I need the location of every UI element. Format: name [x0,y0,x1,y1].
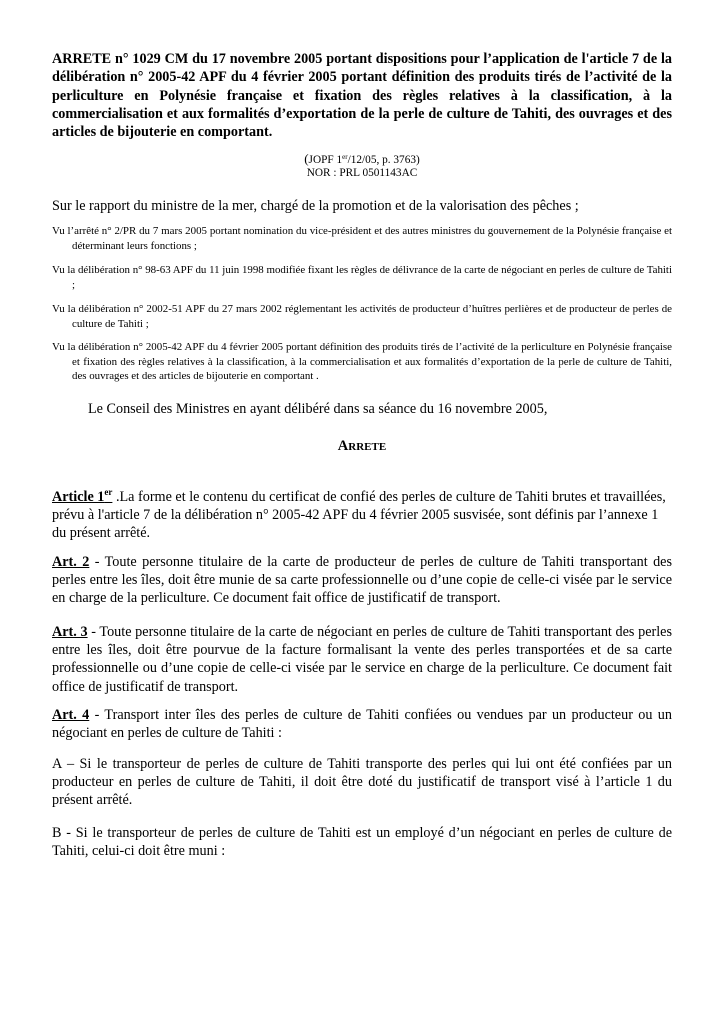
arrete-heading [0,437,724,456]
visa-item: Vu la délibération n° 2002-51 APF du 27 mars 2002 réglementant les activités de producteur d’huîtres perlières et de producteur de perles de culture de Tahiti ; [52,303,672,330]
paragraph-a: A – Si le transporteur de perles de culture de Tahiti transporte des perles qui lui ont été confiées par un producteur en perles de culture de Tahiti, il doit être doté du justificatif de transport visé à l’article 1 du présent arrêté. [52,756,672,809]
article-3 [52,623,672,696]
paragraph-b: B - Si le transporteur de perles de culture de Tahiti est un employé d’un négociant en perles de culture de Tahiti, celui-ci doit être muni : [52,825,672,860]
article-1-text: .La forme et le contenu du certificat de confié des perles de culture de Tahiti brutes et travaillées, prévu à l'article 7 de la délibération n° 2005-42 APF du 4 février 2005 susvisée, sont définis par l’annexe 1 du présent arrêté. [52,489,666,542]
article-3-label: Art. 3 [52,624,88,640]
article-1 [52,488,672,543]
article-3-text: - Toute personne titulaire de la carte de négociant en perles de culture de Tahiti transportant des perles entre les îles, doit être pourvue de la facture formalisant la vente des perles transportées et de sa carte professionnelle ou d’une copie de celle-ci visée par le service en charge de la perliculture. Ce document fait office de justificatif de transport. [52,624,672,695]
jopf-reference [0,152,724,167]
article-4-label: Art. 4 [52,707,90,723]
jopf-open-paren: ( [304,151,309,166]
article-2-label: Art. 2 [52,554,90,570]
conseil-line: Le Conseil des Ministres en ayant délibéré dans sa séance du 16 novembre 2005, [88,401,548,417]
jopf-suffix: /12/05, p. 3763) [347,154,420,166]
visa-item: Vu la délibération n° 98-63 APF du 11 juin 1998 modifiée fixant les règles de délivrance de la carte de négociant en perles de culture de Tahiti ; [52,264,672,291]
article-4 [52,706,672,742]
nor-reference: NOR : PRL 0501143AC [306,167,418,179]
jopf-superscript: er [342,153,348,161]
visa-item: Vu la délibération n° 2005-42 APF du 4 février 2005 portant définition des produits tirés de l’activité de la perliculture en Polynésie française et fixation des règles relatives à la classification, à la commercialisation et aux formalités d’exportation de la perle de culture de Tahiti, des ouvrages et des articles de bijouterie en comportant . [52,341,672,382]
article-4-text: - Transport inter îles des perles de culture de Tahiti confiées ou vendues par un producteur ou un négociant en perles de culture de Tahiti : [52,707,672,742]
article-1-label: Article 1er [52,487,113,505]
heading-rest: RRETE [348,441,387,453]
rapport-line: Sur le rapport du ministre de la mer, chargé de la promotion et de la valorisation des pêches ; [52,198,579,214]
article-2 [52,553,672,608]
visa-item: Vu l’arrêté n° 2/PR du 7 mars 2005 portant nomination du vice-président et des autres ministres du gouvernement de la Polynésie française et déterminant leurs fonctions ; [52,225,672,252]
article-2-text: - Toute personne titulaire de la carte de producteur de perles de culture de Tahiti transportant des perles entre les îles, doit être munie de sa carte professionnelle ou d’une copie de celle-ci visée par le service en charge de la perliculture. Ce document fait office de justificatif de transport. [52,554,672,607]
heading-initial: A [337,438,349,454]
jopf-prefix: JOPF 1 [308,154,343,166]
document-title: ARRETE n° 1029 CM du 17 novembre 2005 portant dispositions pour l’application de l'article 7 de la délibération n° 2005-42 APF du 4 février 2005 portant définition des produits tirés de l’activité de la perliculture en Polynésie française et fixation des règles relatives à la classification, à la commercialisation et aux formalités d’exportation de la perle de culture de Tahiti, des ouvrages et des articles de bijouterie en comportant. [52,51,672,141]
